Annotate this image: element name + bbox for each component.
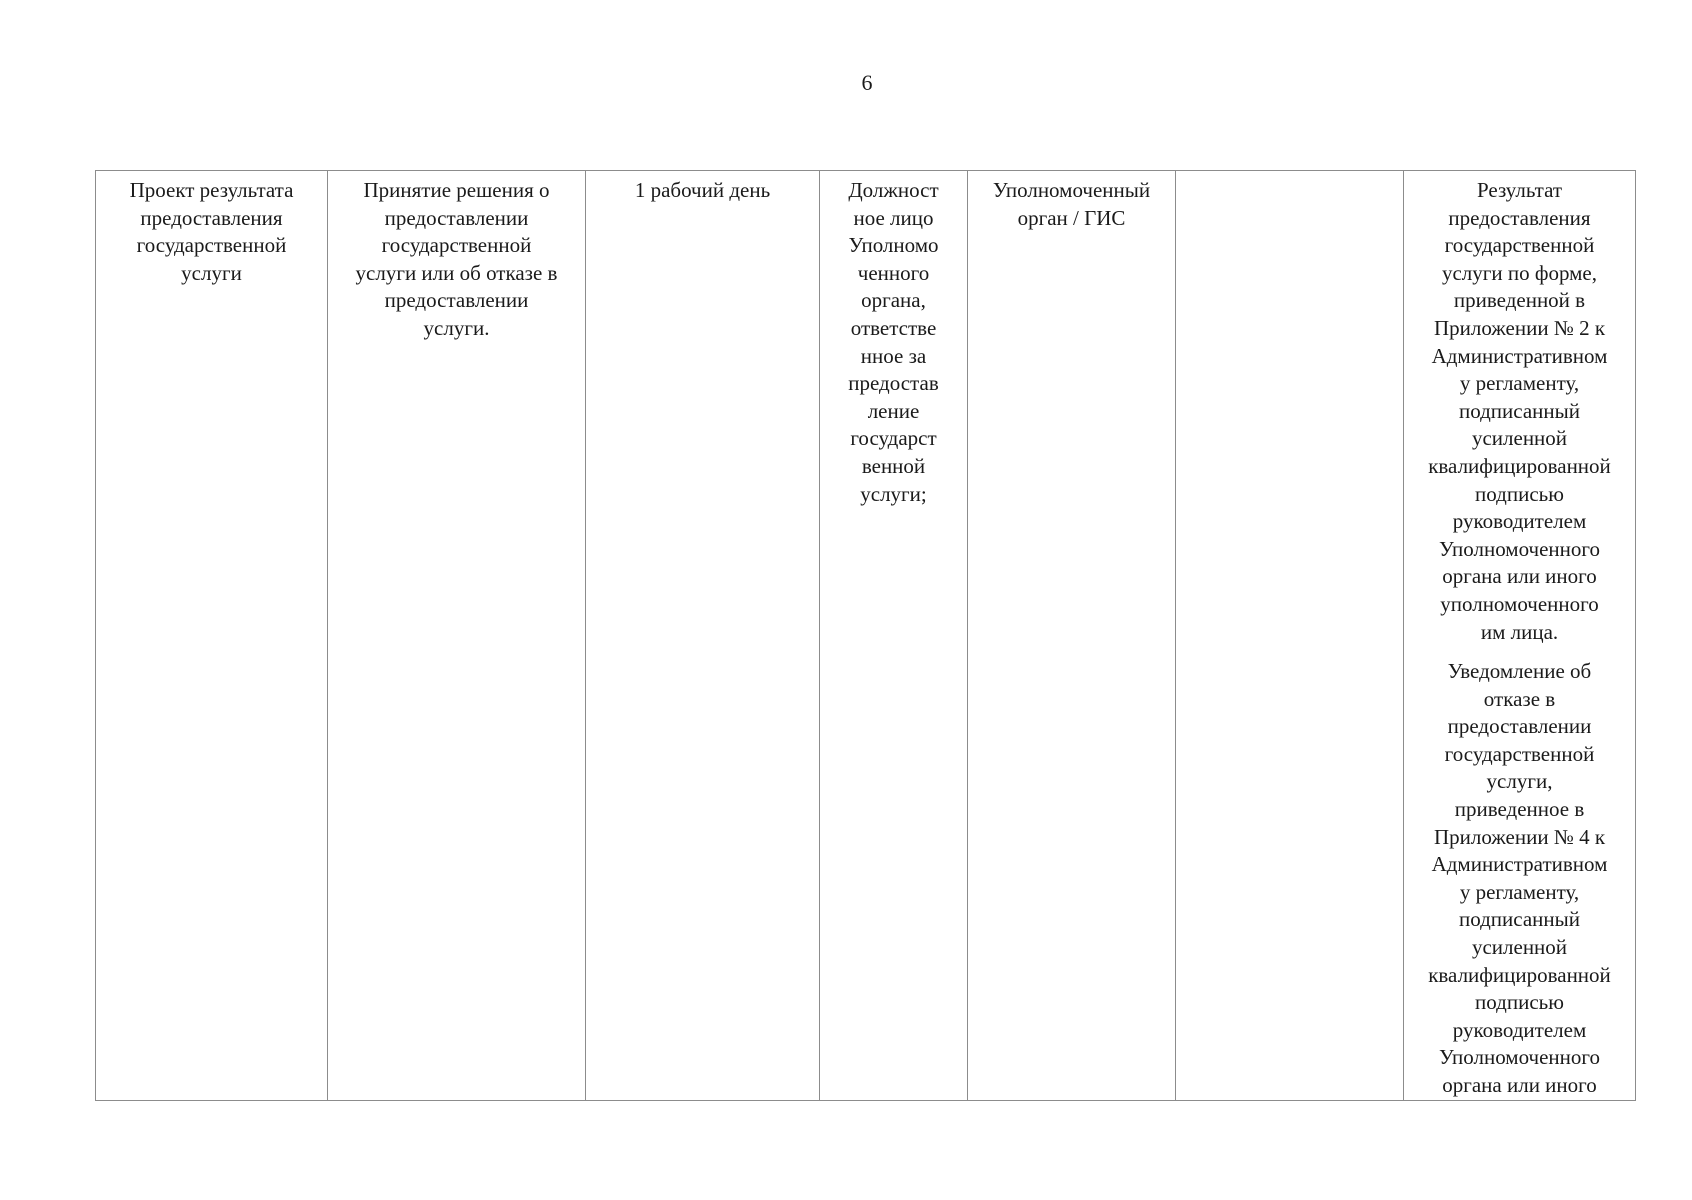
procedure-table — [95, 170, 1636, 1101]
table-cell-result — [1404, 171, 1636, 1101]
cell-text-refusal: Уведомление об отказе в предоставлении государственной услуги, приведенное в Приложении № 4 к Административном у регламенту, подписанный усиленной квалифицированной подписью руководителем Уполномоченного органа или иного — [1428, 659, 1611, 1097]
table-cell-place — [968, 171, 1176, 1101]
table-row — [96, 171, 1636, 1101]
cell-text: Принятие решения о предоставлении государственной услуги или об отказе в предоставлении услуги. — [355, 178, 558, 340]
cell-text: Проект результата предоставления государственной услуги — [129, 178, 294, 285]
table-cell-basis — [96, 171, 328, 1101]
table-cell-duration — [586, 171, 820, 1101]
cell-text-result: Результат предоставления государственной услуги по форме, приведенной в Приложении № 2 к Административном у регламенту, подписанный усиленной квалифицированной подписью руководителем Уполномоченного органа или иного уполномоченного им лица. — [1428, 178, 1611, 644]
table-cell-responsible — [820, 171, 968, 1101]
cell-text: Должност ное лицо Уполномо ченного органа, ответстве нное за предостав ление государст венной услуги; — [848, 178, 939, 506]
table-cell-action — [328, 171, 586, 1101]
page-number: 6 — [861, 70, 873, 95]
cell-text: Уполномоченный орган / ГИС — [992, 178, 1151, 230]
table-cell-criteria — [1176, 171, 1404, 1101]
cell-text: 1 рабочий день — [634, 178, 771, 202]
